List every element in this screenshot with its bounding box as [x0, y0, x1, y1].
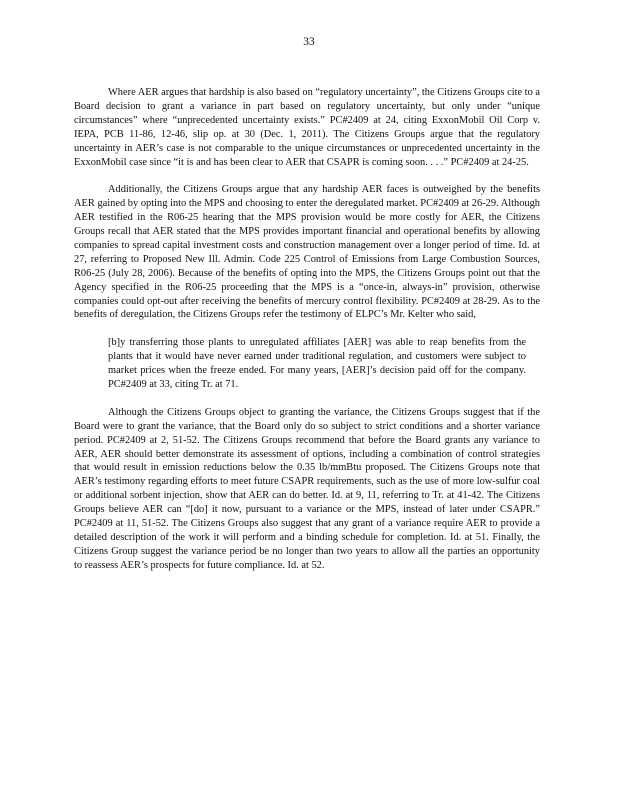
page-number: 33: [303, 36, 315, 48]
document-body: [74, 86, 540, 587]
block-quote-kelter-testimony: [b]y transferring those plants to unregulated affiliates [AER] was able to reap benefits from the plants that it would have never earned under traditional regulation, and customers were subject to market prices when the freeze ended. For many years, [AER]’s decision paid off for the company. PC#2409 at 33, citing Tr. at 71.: [108, 337, 526, 390]
paragraph-variance-conditions: Although the Citizens Groups object to granting the variance, the Citizens Groups suggest that if the Board were to grant the variance, that the Board only do so subject to strict conditions and a shorter variance period. PC#2409 at 2, 51-52. The Citizens Groups recommend that before the Board grants any variance to AER, AER should better demonstrate its assessment of options, including a combination of control strategies that would result in emission reductions below the 0.35 lb/mmBtu proposed. The Citizens Groups note that AER’s testimony regarding efforts to meet future CSAPR requirements, such as the use of more low-sulfur coal or additional sorbent injection, show that AER can do better. Id. at 9, 11, referring to Tr. at 41-42. The Citizens Groups believe AER can “[do] it now, pursuant to a variance or the MPS, instead of later under CSAPR.” PC#2409 at 11, 51-52. The Citizens Groups also suggest that any grant of a variance require AER to provide a detailed description of the work it will perform and a binding schedule for completion. Id. at 51. Finally, the Citizens Group suggest the variance period be no longer than two years to allow all the parties an opportunity to reassess AER’s prospects for future compliance. Id. at 52.: [74, 406, 540, 571]
paragraph-hardship-outweighed: Additionally, the Citizens Groups argue that any hardship AER faces is outweighed by the benefits AER gained by opting into the MPS and choosing to enter the deregulated market. PC#2409 at 26-29. Although AER testified in the R06-25 hearing that the MPS provision would be more costly for AER, the Citizens Groups recall that AER stated that the MPS provides important financial and operational benefits by allowing companies to spread capital investment costs and construction management over a longer period of time. Id. at 27, referring to Proposed New Ill. Admin. Code 225 Control of Emissions from Large Combustion Sources, R06-25 (July 28, 2006). Because of the benefits of opting into the MPS, the Citizens Groups point out that the Agency specified in the R06-25 proceeding that the MPS is a “once-in, always-in” provision, otherwise companies could opt-out after receiving the benefits of mercury control flexibility. PC#2409 at 28-29. As to the benefits of deregulation, the Citizens Groups refer the testimony of ELPC’s Mr. Kelter who said,: [74, 184, 540, 321]
paragraph-regulatory-uncertainty: Where AER argues that hardship is also based on “regulatory uncertainty”, the Citizens Groups cite to a Board decision to grant a variance in part based on regulatory uncertainty, but only under “unique circumstances” where “unprecedented uncertainty exists.” PC#2409 at 24, citing ExxonMobil Oil Corp v. IEPA, PCB 11-86, 12-46, slip op. at 30 (Dec. 1, 2011). The Citizens Groups argue that the regulatory uncertainty in AER’s case is not comparable to the unique circumstances or unprecedented uncertainty in the ExxonMobil case since “it is and has been clear to AER that CSAPR is coming soon. . . .” PC#2409 at 24-25.: [74, 87, 540, 168]
